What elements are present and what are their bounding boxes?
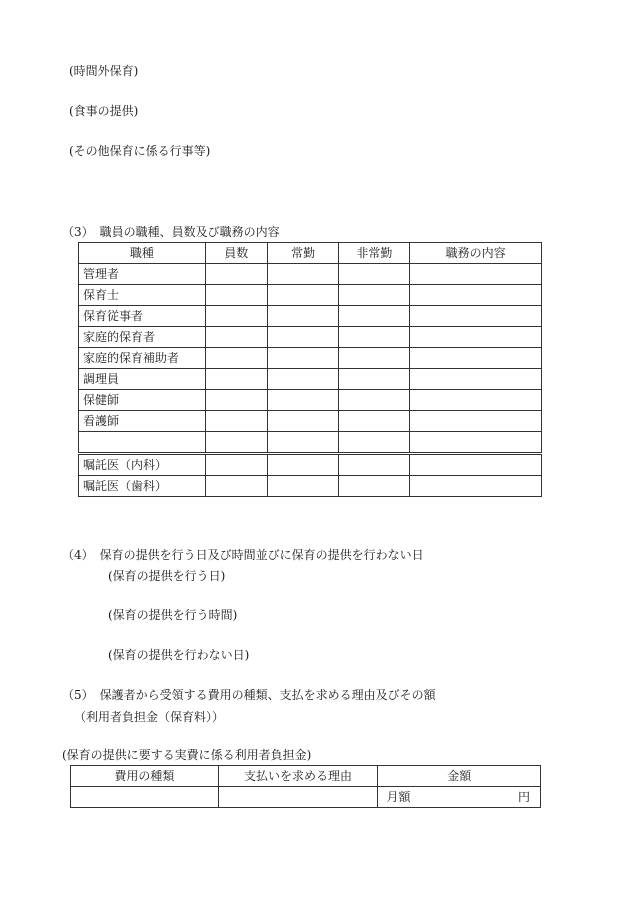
staff-table-cell <box>410 476 542 497</box>
staff-table-cell <box>410 306 542 327</box>
staff-table-cell <box>339 454 410 476</box>
job-type-cell: 調理員 <box>79 369 206 390</box>
staff-table-cell <box>267 390 339 411</box>
staff-table-cell <box>205 454 267 476</box>
header-job-type: 職種 <box>79 243 206 264</box>
staff-table-cell <box>410 432 542 454</box>
fee-reason-cell <box>218 787 378 808</box>
job-type-cell <box>79 432 206 454</box>
staff-table-row <box>79 369 542 390</box>
job-type-cell: 看護師 <box>79 411 206 432</box>
staff-table-header <box>79 243 542 264</box>
section4-item-closed-days: (保育の提供を行わない日) <box>108 648 250 662</box>
staff-table-cell <box>339 390 410 411</box>
fee-caption: (保育の提供に要する実費に係る利用者負担金) <box>62 748 312 762</box>
staff-table-cell <box>205 432 267 454</box>
header-full-time: 常勤 <box>267 243 339 264</box>
staff-table-cell <box>410 348 542 369</box>
staff-table-cell <box>267 306 339 327</box>
fee-header-type: 費用の種類 <box>71 766 219 787</box>
staff-table-row <box>79 432 542 454</box>
staff-table-cell <box>267 327 339 348</box>
staff-table-cell <box>410 454 542 476</box>
staff-table-cell <box>339 348 410 369</box>
staff-table-cell <box>339 369 410 390</box>
staff-table-row <box>79 327 542 348</box>
item-other-events: (その他保育に係る行事等) <box>69 144 211 158</box>
fee-header-reason: 支払いを求める理由 <box>218 766 378 787</box>
staff-table-cell <box>267 411 339 432</box>
staff-table-cell <box>339 476 410 497</box>
job-type-cell: 家庭的保育補助者 <box>79 348 206 369</box>
staff-table-cell <box>267 454 339 476</box>
staff-table-cell <box>267 432 339 454</box>
fee-amount-label: 月額 <box>386 790 411 804</box>
fee-table <box>70 765 541 808</box>
staff-table-row <box>79 348 542 369</box>
fee-type-cell <box>71 787 219 808</box>
staff-table-cell <box>205 306 267 327</box>
section4-item-days: (保育の提供を行う日) <box>108 569 226 583</box>
staff-table-row <box>79 476 542 497</box>
staff-table-cell <box>205 411 267 432</box>
staff-table <box>78 242 542 497</box>
staff-table-row <box>79 411 542 432</box>
section3-heading: （3） 職員の職種、員数及び職務の内容 <box>62 225 280 239</box>
staff-table-cell <box>205 348 267 369</box>
item-overtime-care: (時間外保育) <box>69 64 139 78</box>
staff-table-cell <box>205 369 267 390</box>
fee-amount-unit: 円 <box>517 790 530 804</box>
section5-heading: （5） 保護者から受領する費用の種類、支払を求める理由及びその額 <box>62 688 436 702</box>
staff-table-cell <box>410 264 542 285</box>
staff-table-cell <box>339 411 410 432</box>
staff-table-cell <box>267 285 339 306</box>
staff-table-cell <box>339 285 410 306</box>
staff-table-row <box>79 390 542 411</box>
staff-table-cell <box>339 264 410 285</box>
job-type-cell: 嘱託医（内科） <box>79 454 206 476</box>
job-type-cell: 嘱託医（歯科） <box>79 476 206 497</box>
staff-table-cell <box>339 432 410 454</box>
fee-header-amount: 金額 <box>378 766 541 787</box>
staff-table-cell <box>410 285 542 306</box>
job-type-cell: 家庭的保育者 <box>79 327 206 348</box>
staff-table-cell <box>205 476 267 497</box>
staff-table-cell <box>410 369 542 390</box>
fee-table-header <box>71 766 541 787</box>
header-part-time: 非常勤 <box>339 243 410 264</box>
staff-table-row <box>79 306 542 327</box>
item-meal-provision: (食事の提供) <box>69 104 139 118</box>
staff-table-cell <box>410 327 542 348</box>
staff-table-row <box>79 285 542 306</box>
job-type-cell: 保育士 <box>79 285 206 306</box>
section5-subheading: （利用者負担金（保育料）） <box>74 710 225 724</box>
job-type-cell: 保育従事者 <box>79 306 206 327</box>
staff-table-cell <box>410 390 542 411</box>
header-count: 員数 <box>205 243 267 264</box>
staff-table-cell <box>205 264 267 285</box>
staff-table-cell <box>339 306 410 327</box>
staff-table-cell <box>339 327 410 348</box>
job-type-cell: 保健師 <box>79 390 206 411</box>
staff-table-row <box>79 454 542 476</box>
staff-table-cell <box>267 476 339 497</box>
staff-table-cell <box>205 285 267 306</box>
staff-table-cell <box>267 348 339 369</box>
section4-item-hours: (保育の提供を行う時間) <box>108 608 238 622</box>
job-type-cell: 管理者 <box>79 264 206 285</box>
fee-table-row <box>71 787 541 808</box>
section4-heading: （4） 保育の提供を行う日及び時間並びに保育の提供を行わない日 <box>62 548 424 562</box>
staff-table-cell <box>267 369 339 390</box>
header-duties: 職務の内容 <box>410 243 542 264</box>
staff-table-row <box>79 264 542 285</box>
staff-table-cell <box>205 390 267 411</box>
staff-table-cell <box>267 264 339 285</box>
fee-amount-cell <box>378 787 541 808</box>
staff-table-cell <box>410 411 542 432</box>
staff-table-cell <box>205 327 267 348</box>
